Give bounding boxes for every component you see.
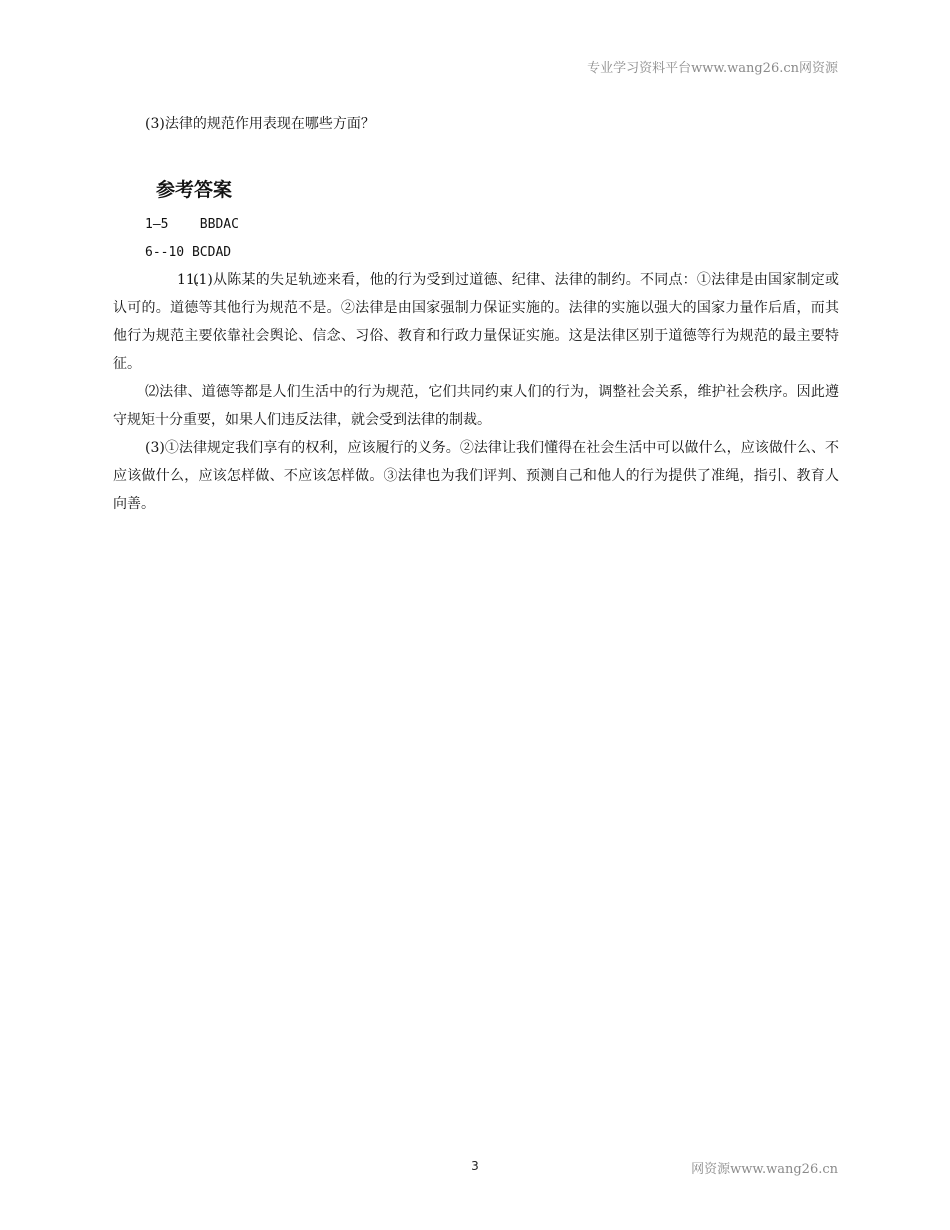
choice-answers-1-5: 1—5 BBDAC <box>145 217 239 232</box>
answer-11-part-2: ⑵法律、道德等都是人们生活中的行为规范，它们共同约束人们的行为，调整社会关系，维护社会秩序。因此遵守规矩十分重要，如果人们违反法律，就会受到法律的制裁。 <box>113 384 839 428</box>
answer-11-part-3: (3)①法律规定我们享有的权利，应该履行的义务。②法律让我们懂得在社会生活中可以做什么，应该做什么、不应该做什么，应该怎样做、不应该怎样做。③法律也为我们评判、预测自己和他人的行为提供了准绳，指引、教育人向善。 <box>113 440 839 512</box>
answer-11-number: 11. <box>177 272 200 288</box>
answer-11-part-1 <box>113 266 839 378</box>
choice-answers-6-10: 6--10 BCDAD <box>145 245 232 260</box>
header-watermark: 专业学习资料平台www.wang26.cn网资源 <box>587 61 838 76</box>
question-3: (3)法律的规范作用表现在哪些方面？ <box>145 116 375 132</box>
answer-11-part-1-text: (1)从陈某的失足轨迹来看，他的行为受到过道德、纪律、法律的制约。不同点：①法律是由国家制定或认可的。道德等其他行为规范不是。②法律是由国家强制力保证实施的。法律的实施以强大的国家力量作后盾，而其他行为规范主要依靠社会舆论、信念、习俗、教育和行政力量保证实施。这是法律区别于道德等行为规范的最主要特征。 <box>113 272 839 372</box>
answers-title: 参考答案 <box>156 179 233 201</box>
footer-watermark: 网资源www.wang26.cn <box>691 1162 838 1177</box>
answer-11-block <box>113 266 839 518</box>
page-number: 3 <box>471 1159 479 1173</box>
